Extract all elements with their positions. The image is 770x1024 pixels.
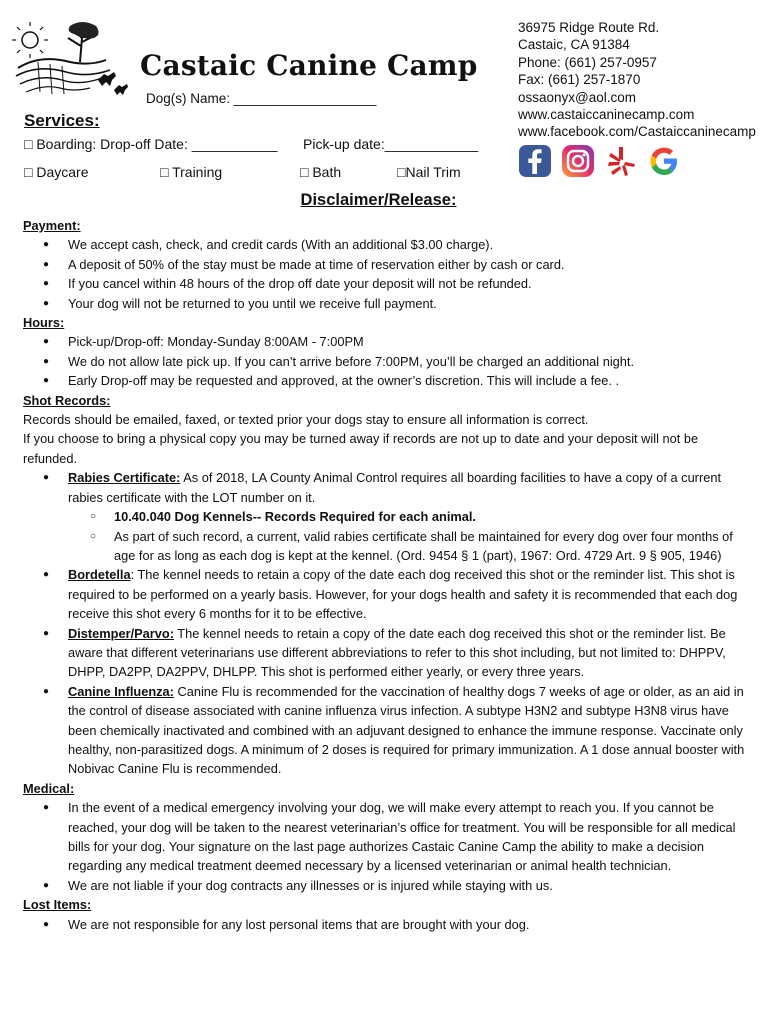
hours-heading: Hours: xyxy=(23,315,65,331)
lost-items-heading: Lost Items: xyxy=(23,897,92,913)
list-item: ● We are not responsible for any lost personal items that are brought with your dog. xyxy=(23,915,753,934)
rabies-text: As of 2018, LA County Animal Control requires all boarding facilities to have a copy of a current rabies certificate with the LOT number on it. xyxy=(68,470,721,505)
shot-records-heading: Shot Records: xyxy=(23,392,111,408)
pickup-date-field[interactable]: Pick-up date:____________ xyxy=(303,136,479,152)
training-checkbox[interactable]: □ Training xyxy=(160,164,223,180)
influenza-label: Canine Influenza: xyxy=(68,683,174,699)
hours-list xyxy=(23,332,753,390)
boarding-checkbox[interactable]: □ Boarding: Drop-off Date: ___________ xyxy=(24,136,278,152)
instagram-icon[interactable] xyxy=(561,144,595,178)
list-item: ● Early Drop-off may be requested and approved, at the owner’s discretion. This will include a fee. . xyxy=(23,371,753,390)
social-icons xyxy=(518,144,681,178)
bath-checkbox[interactable]: □ Bath xyxy=(300,164,342,180)
facebook-icon[interactable] xyxy=(518,144,552,178)
shot-records-paragraph: If you choose to bring a physical copy you may be turned away if records are not up to date and your deposit will not be refunded. xyxy=(23,431,699,466)
daycare-checkbox[interactable]: □ Daycare xyxy=(24,164,89,180)
shots-list xyxy=(23,468,753,779)
disclaimer-title: Disclaimer/Release: xyxy=(300,191,457,209)
rabies-label: Rabies Certificate: xyxy=(68,470,181,486)
distemper-text: The kennel needs to retain a copy of the date each dog received this shot or the reminder list. Be aware that different veterinarians use different abbreviations to refer to this shot including, but not limited to: DHPPV, DHPP, DA2PP, DA2PPV, DHLPP. This shot is performed either yearly, or every three years. xyxy=(68,625,726,680)
distemper-label: Distemper/Parvo: xyxy=(68,625,174,641)
address-line: 36975 Ridge Route Rd. xyxy=(518,20,660,35)
list-item: ● A deposit of 50% of the stay must be made at time of reservation either by cash or card. xyxy=(23,255,753,274)
phone-line: Phone: (661) 257-0957 xyxy=(518,54,657,70)
email-link[interactable]: ossaonyx@aol.com xyxy=(518,89,637,105)
city-line: Castaic, CA 91384 xyxy=(518,37,630,53)
bordetella-text: : The kennel needs to retain a copy of the date each dog received this shot or the reminder list. This shot is required to be performed on a yearly basis. However, for your dogs health and safety it is recommended that each dog receive this shot every 6 months for it to be effective. xyxy=(68,567,738,622)
facebook-link[interactable]: www.facebook.com/Castaiccaninecamp xyxy=(518,124,756,140)
list-item: ○ 10.40.040 Dog Kennels-- Records Required for each animal. xyxy=(23,507,753,526)
camp-logo xyxy=(10,20,134,100)
distemper-item xyxy=(23,624,753,682)
list-item: ● Your dog will not be returned to you until we receive full payment. xyxy=(23,294,753,313)
business-name: Castaic Canine Camp xyxy=(140,49,478,82)
medical-heading: Medical: xyxy=(23,780,75,796)
contact-block xyxy=(518,19,756,141)
google-icon[interactable] xyxy=(647,144,681,178)
nail-trim-checkbox[interactable]: □Nail Trim xyxy=(397,164,461,180)
services-heading: Services: xyxy=(24,111,100,130)
dogs-name-field[interactable]: Dog(s) Name: ___________________ xyxy=(146,91,377,106)
list-item: ● If you cancel within 48 hours of the drop off date your deposit will not be refunded. xyxy=(23,274,753,293)
bordetella-label: Bordetella xyxy=(68,567,131,583)
yelp-icon[interactable] xyxy=(604,144,638,178)
influenza-item xyxy=(23,682,753,779)
payment-list xyxy=(23,235,753,313)
list-item: ● We accept cash, check, and credit cards (With an additional $3.00 charge). xyxy=(23,235,753,254)
list-item: ● We are not liable if your dog contracts any illnesses or is injured while staying with us. xyxy=(23,876,753,895)
disclaimer-body xyxy=(23,216,753,934)
shot-records-paragraph: Records should be emailed, faxed, or texted prior your dogs stay to ensure all information is correct. xyxy=(23,412,589,428)
rabies-sublist xyxy=(68,507,753,565)
website-link[interactable]: www.castaiccaninecamp.com xyxy=(518,107,695,123)
list-item: ● We do not allow late pick up. If you can’t arrive before 7:00PM, you’ll be charged an additional night. xyxy=(23,352,753,371)
fax-line: Fax: (661) 257-1870 xyxy=(518,72,641,88)
list-item: ● Pick-up/Drop-off: Monday-Sunday 8:00AM - 7:00PM xyxy=(23,332,753,351)
list-item: ○ As part of such record, a current, valid rabies certificate shall be maintained for every dog over four months of age for as long as each dog is kept at the kennel. (Ord. 9454 § 1 (part), 1967: Ord. 4729 Art. 9 § 905, 1946) xyxy=(23,527,753,566)
influenza-text: Canine Flu is recommended for the vaccination of healthy dogs 7 weeks of age or older, as an aid in the control of disease associated with canine influenza virus infection. A subtype H3N2 and subtype H3N8 virus have been chemically inactivated and combined with an adjuvant designed to enhance the immune response. Vaccinate only healthy, non-parasitized dogs. A minimum of 2 doses is required for primary immunization. A 1 dose annual booster with Nobivac Canine Flu is recommended. xyxy=(68,683,745,777)
rabies-item xyxy=(23,468,753,565)
bordetella-item xyxy=(23,565,753,623)
lost-items-list xyxy=(23,915,753,934)
payment-heading: Payment: xyxy=(23,218,81,233)
list-item: ● In the event of a medical emergency involving your dog, we will make every attempt to reach you. If you cannot be reached, your dog will be taken to the nearest veterinarian’s office for treatment. You will be responsible for all medical bills for your dog. Your signature on the last page authorizes Castaic Canine Camp the ability to make a decision regarding any medical treatment deemed necessary by a licensed veterinarian or animal health technician. xyxy=(23,798,753,876)
disclaimer-title-row xyxy=(0,191,770,210)
medical-list xyxy=(23,798,753,895)
